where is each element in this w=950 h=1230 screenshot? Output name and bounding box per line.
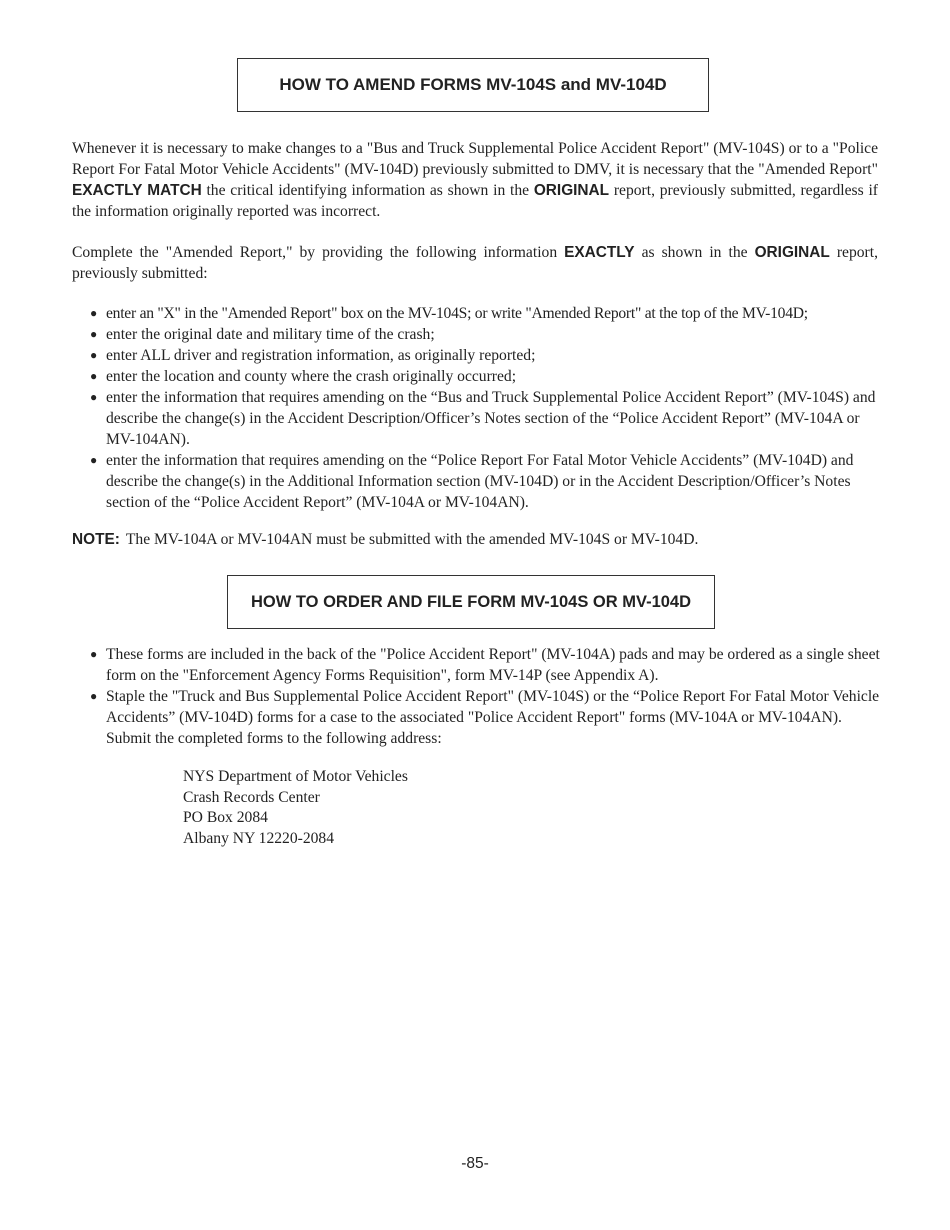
exactly-emphasis: EXACTLY: [564, 244, 635, 261]
list-item-text: Staple the "Truck and Bus Supplemental Police Accident Report" (MV-104S) or the “Police Report For Fatal Motor Vehicle Accidents” (MV-104D) forms for a case to the associated "Police Accident Report" forms (MV-104A or MV-104AN). Submit the completed forms to the following address:: [106, 688, 880, 747]
list-item-text: enter the information that requires amending on the “Police Report For Fatal Motor Vehicle Accidents” (MV-104D) and describe the change(s) in the Additional Information section (MV-104D) or in the Accident Description/Officer’s Notes section of the “Police Accident Report” (MV-104A or MV-104AN).: [106, 452, 854, 511]
original-emphasis-2: ORIGINAL: [754, 244, 830, 261]
mailing-address: [183, 767, 408, 849]
amend-intro-text-1: Whenever it is necessary to make changes to a "Bus and Truck Supplemental Police Accident Report" (MV-104S) or to a "Police Report For Fatal Motor Vehicle Accidents" (MV-104D) previously submitted to DMV, it is necessary that the "Amended Report": [72, 140, 878, 178]
list-item-text: enter the information that requires amending on the “Bus and Truck Supplemental Police Accident Report” (MV-104S) and describe the change(s) in the Accident Description/Officer’s Notes section of the “Police Accident Report” (MV-104A or MV-104AN).: [106, 389, 876, 448]
list-item: [88, 324, 888, 345]
list-item: [88, 345, 888, 366]
amend-instructions-list: [88, 303, 888, 513]
list-item: [88, 303, 888, 324]
note-label: NOTE:: [72, 531, 120, 548]
complete-amended-paragraph: [72, 242, 878, 284]
bullet-icon: ●: [90, 306, 97, 320]
address-line: Albany NY 12220-2084: [183, 829, 335, 847]
bullet-icon: ●: [90, 390, 98, 404]
bullet-icon: ●: [90, 369, 98, 383]
bullet-icon: ●: [90, 647, 98, 661]
note-line: [72, 529, 698, 550]
list-item-text: enter the location and county where the crash originally occurred;: [106, 368, 517, 385]
note-text: The MV-104A or MV-104AN must be submitted with the amended MV-104S or MV-104D.: [125, 531, 699, 548]
list-item: [88, 686, 883, 749]
exactly-match-emphasis: EXACTLY MATCH: [72, 182, 202, 199]
list-item-text: enter the original date and military time of the crash;: [106, 326, 435, 343]
amend-forms-heading-text: HOW TO AMEND FORMS MV-104S and MV-104D: [279, 75, 667, 94]
address-line: NYS Department of Motor Vehicles: [183, 768, 408, 785]
order-file-list: [88, 644, 883, 749]
list-item: [88, 450, 888, 513]
amend-intro-text-2: the critical identifying information as shown in the: [201, 182, 534, 199]
order-file-heading-text: HOW TO ORDER AND FILE FORM MV-104S OR MV-104D: [250, 592, 692, 611]
bullet-icon: ●: [90, 453, 98, 467]
list-item-text: These forms are included in the back of the "Police Accident Report" (MV-104A) pads and may be ordered as a single sheet form on the "Enforcement Agency Forms Requisition", form MV-14P (see Appendix A).: [106, 646, 880, 684]
amend-forms-heading: [237, 58, 709, 112]
order-file-heading: [227, 575, 715, 629]
list-item: [88, 387, 888, 450]
list-item: [88, 366, 888, 387]
bullet-icon: ●: [90, 689, 98, 703]
original-emphasis: ORIGINAL: [533, 182, 610, 199]
list-item: [88, 644, 883, 686]
list-item-text: enter ALL driver and registration information, as originally reported;: [106, 347, 536, 364]
complete-amended-text-2: as shown in the: [634, 244, 755, 261]
address-line: PO Box 2084: [183, 809, 268, 827]
amend-intro-paragraph: [72, 138, 878, 222]
amend-intro-text-3: report, previously submitted, regardless if the information originally reported was incorrect.: [72, 182, 878, 220]
bullet-icon: ●: [90, 327, 98, 341]
complete-amended-text-1: Complete the "Amended Report," by providing the following information: [72, 244, 565, 261]
list-item-text: enter an "X" in the "Amended Report" box on the MV-104S; or write "Amended Report" at the top of the MV-104D;: [106, 305, 808, 322]
address-line: Crash Records Center: [183, 788, 320, 806]
complete-amended-text-3: report, previously submitted:: [72, 244, 878, 282]
page-number: -85-: [461, 1155, 489, 1172]
bullet-icon: ●: [90, 348, 98, 362]
